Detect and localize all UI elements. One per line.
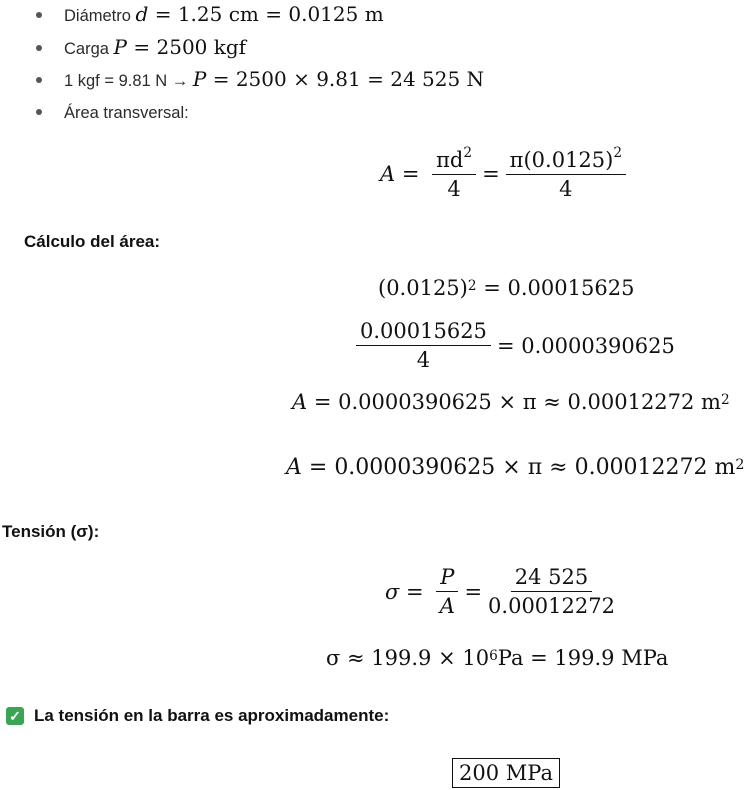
bullet-dot — [36, 109, 42, 115]
area-formula: A = $\frac{\pi d^2}{4}$ = $\frac{\pi(0.0125)^2}{4}$ — [380, 148, 632, 200]
area-calc-heading: Cálculo del área: — [24, 232, 161, 251]
boxed-result: 200 MPa — [452, 758, 560, 788]
bullet-area: Área transversal: — [36, 104, 189, 123]
area-frac-2: $\frac{\pi(0.0125)^2}{4}$ — [506, 148, 626, 200]
bullet-dot — [36, 45, 42, 51]
area-frac-1: $\frac{\pi d^2}{4}$ — [432, 148, 476, 200]
conclusion-line: ✓ La tensión en la barra es aproximadamente: — [6, 706, 389, 726]
area-line-2-frac: $\frac{0.00015625}{4}$ — [356, 320, 491, 371]
area-line-1: (0.0125) $^2$ = 0.00015625 — [378, 276, 635, 300]
stress-approx: σ ≈ 199.9 × 10 $^6$ Pa = 199.9 MPa — [326, 646, 669, 670]
check-mark-icon: ✓ — [6, 707, 24, 725]
bullet-load: Carga P = 2500 kgf — [36, 35, 246, 59]
area-line-4: A = 0.0000390625 × π ≈ 0.00012272 m $^2$ — [286, 455, 745, 480]
stress-frac-2: $\frac{24 525}{0.00012272}$ — [488, 565, 615, 619]
stress-frac-1: $\frac{P}{A}$ — [436, 566, 458, 617]
area-line-2: $\frac{0.00015625}{4}$ = 0.0000390625 — [350, 320, 675, 371]
bullet-diameter: Diámetro d = 1.25 cm = 0.0125 m — [36, 2, 384, 26]
bullet-dot — [36, 77, 42, 83]
stress-formula: σ = $\frac{P}{A}$ = $\frac{24 525}{0.00012272}$ — [385, 565, 615, 619]
bullet-conversion: 1 kgf = 9.81 N → P = 2500 × 9.81 = 24 525 N — [36, 67, 484, 91]
stress-heading: Tensión (σ): — [2, 522, 100, 541]
bullet-dot — [36, 12, 42, 18]
area-line-3: A = 0.0000390625 × π ≈ 0.00012272 m $^2$ — [292, 390, 730, 414]
